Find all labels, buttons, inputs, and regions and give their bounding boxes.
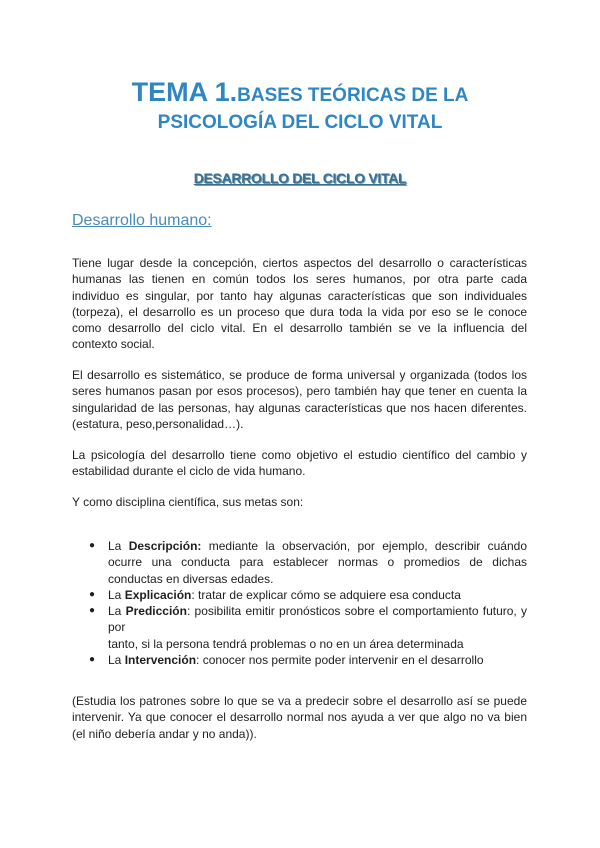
list-item-text: : conocer nos permite poder intervenir en el desarrollo <box>196 653 484 668</box>
paragraph-3: La psicología del desarrollo tiene como objetivo el estudio científico del cambio y estabilidad durante el ciclo de vida humano. <box>72 448 527 479</box>
list-item-text: mediante la observación, por ejemplo, describir cuándo ocurre una conducta para establecer normas o promedios de dichas conductas en diversas edades. <box>108 539 527 586</box>
bullet-icon: ● <box>89 540 96 551</box>
list-item-prefix: La <box>108 604 126 619</box>
list-item <box>89 652 527 668</box>
list-item <box>89 587 527 603</box>
paragraph-1: Tiene lugar desde la concepción, ciertos aspectos del desarrollo o características humanas las tienen en común todos los seres humanos, por otra parte cada individuo es singular, por tanto hay algunas características que son individuales (torpeza), el desarrollo es un proceso que dura toda la vida por eso se le conoce como desarrollo del ciclo vital. En el desarrollo también se ve la influencia del contexto social. <box>72 256 527 352</box>
bullet-icon: ● <box>89 654 96 666</box>
list-item-term: Predicción <box>125 604 187 619</box>
goals-list <box>72 538 527 668</box>
paragraph-4: Y como disciplina científica, sus metas son: <box>72 495 304 509</box>
bullet-icon: ● <box>89 588 96 600</box>
section-heading: Desarrollo humano: <box>72 212 212 229</box>
list-item-prefix: La <box>108 587 125 602</box>
list-item-text: : posibilita emitir pronósticos sobre el comportamiento futuro, y por <box>108 604 528 635</box>
list-item-prefix: La <box>108 539 129 553</box>
title-number: TEMA 1. <box>131 77 238 107</box>
list-item-text: : tratar de explicar cómo se adquiere esa conducta <box>191 587 461 602</box>
list-item-term: Intervención <box>124 653 197 668</box>
bullet-icon: ● <box>89 605 96 617</box>
paragraph-2: El desarrollo es sistemático, se produce de forma universal y organizada (todos los seres humanos pasan por esos procesos), pero también hay que tener en cuenta la singularidad de las personas, hay algunas características que nos hacen diferentes. (estatura, peso,personalidad…). <box>72 368 527 431</box>
list-item-continuation: tanto, si la persona tendrá problemas o no en un área determinada <box>108 636 464 651</box>
chapter-subtitle: DESARROLLO DEL CICLO VITAL <box>193 170 407 186</box>
list-item <box>89 603 528 652</box>
list-item-term: Descripción: <box>128 539 202 553</box>
page-title-line2: PSICOLOGÍA DEL CICLO VITAL <box>157 112 443 133</box>
title-text-line1: BASES TEÓRICAS DE LA <box>237 85 469 106</box>
list-item-prefix: La <box>108 653 125 668</box>
list-item-term: Explicación <box>124 587 192 602</box>
list-item <box>89 538 527 587</box>
page-title <box>0 76 600 113</box>
paragraph-5: (Estudia los patrones sobre lo que se va a predecir sobre el desarrollo así se puede intervenir. Ya que conocer el desarrollo normal nos ayuda a ver que algo no va bien (el niño debería andar y no anda)). <box>72 694 527 741</box>
